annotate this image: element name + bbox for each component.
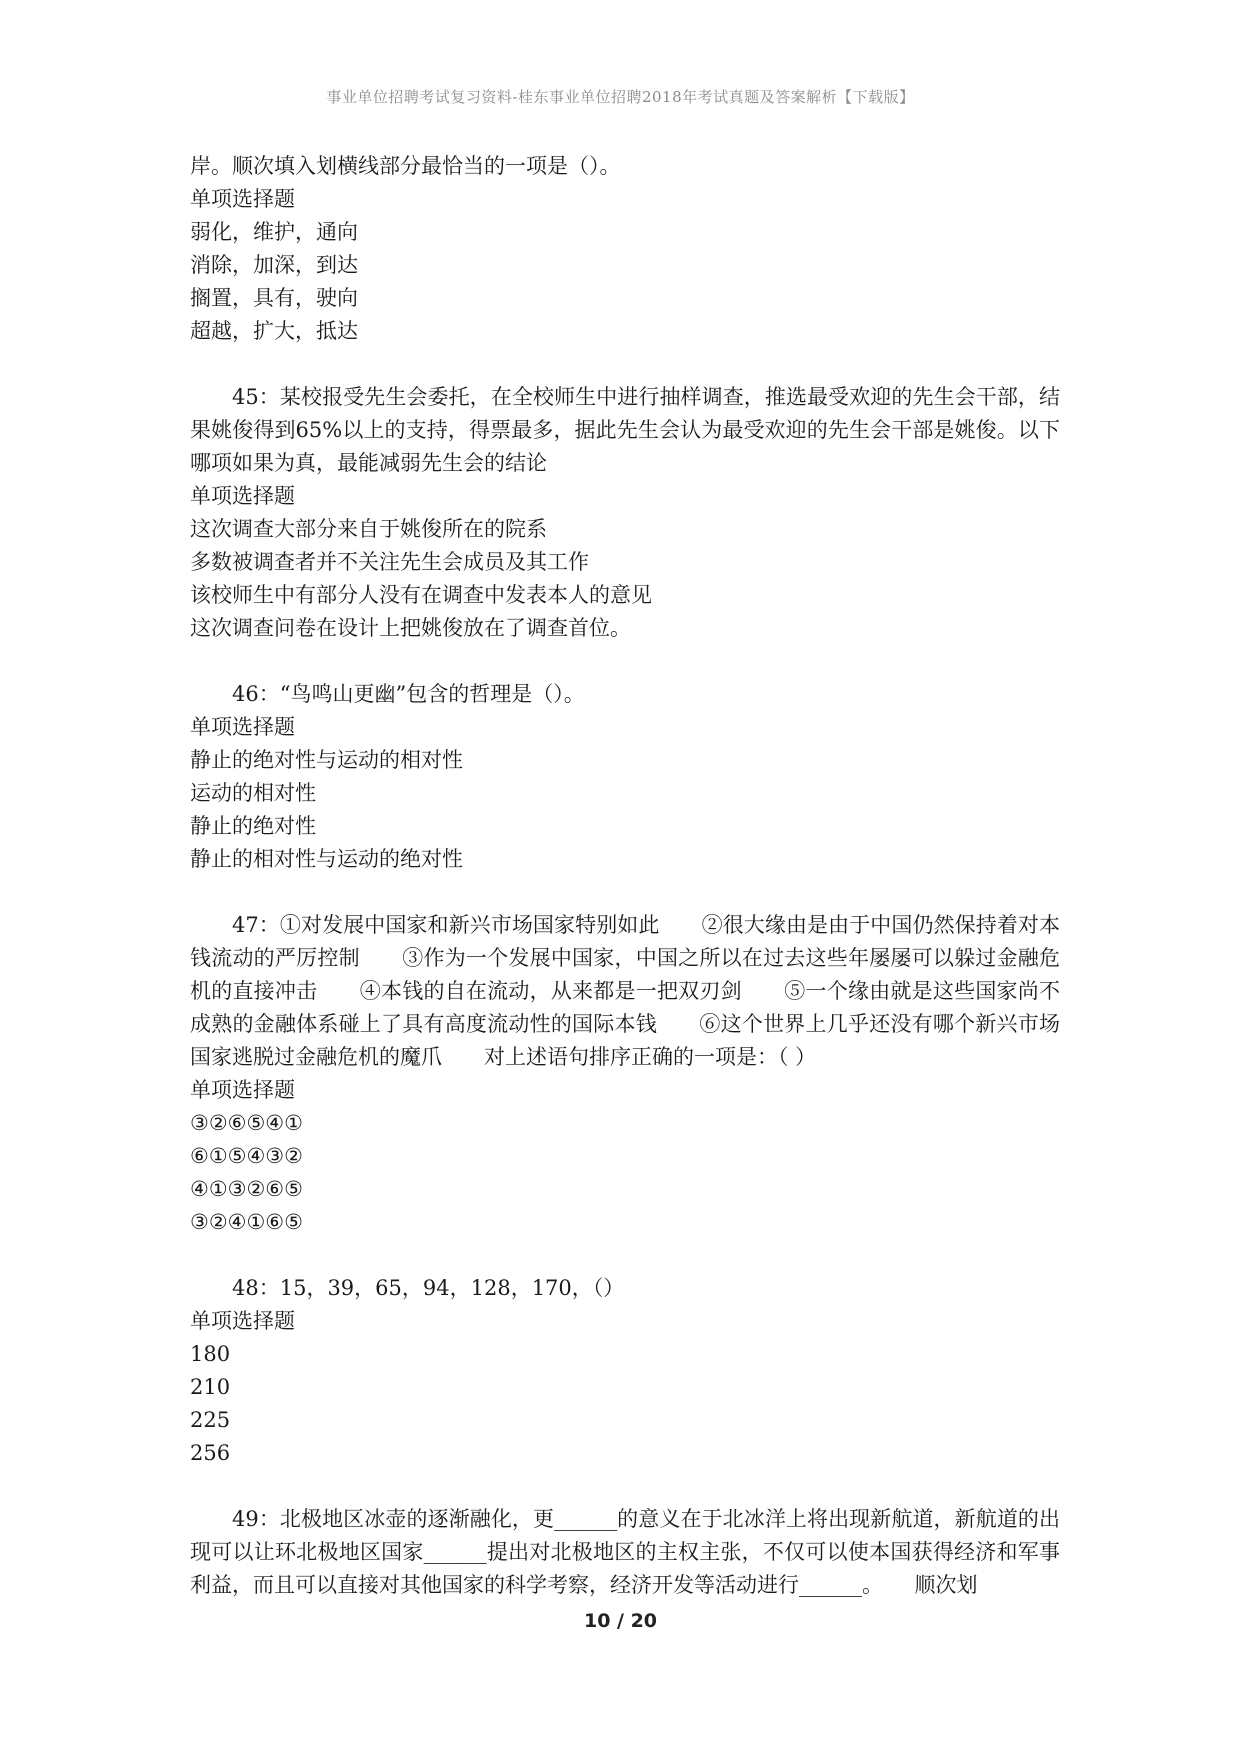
question-stem: 48：15，39，65，94，128，170，（） <box>232 1276 625 1300</box>
question-stem-tail: 岸。顺次填入划横线部分最恰当的一项是（）。 <box>190 154 621 178</box>
question-stem: 45：某校报受先生会委托，在全校师生中进行抽样调查，推选最受欢迎的先生会干部，结果姚俊得到65%以上的支持，得票最多，据此先生会认为最受欢迎的先生会干部是姚俊。以下哪项如果为真，最能减弱先生会的结论 <box>190 385 1060 475</box>
page-number: 10 / 20 <box>583 1610 658 1632</box>
question-type: 单项选择题 <box>190 1309 295 1333</box>
option: 静止的绝对性与运动的相对性 <box>190 748 463 772</box>
option: ③②⑥⑤④① <box>190 1111 303 1135</box>
question-stem: 46：“鸟鸣山更幽”包含的哲理是（）。 <box>232 682 585 706</box>
option: ⑥①⑤④③② <box>190 1144 303 1168</box>
option: 静止的相对性与运动的绝对性 <box>190 847 463 871</box>
option: 超越，扩大，抵达 <box>190 319 358 343</box>
question-block-46 <box>190 678 1060 876</box>
question-block-47 <box>190 909 1060 1239</box>
option: 这次调查大部分来自于姚俊所在的院系 <box>190 517 547 541</box>
option: 运动的相对性 <box>190 781 316 805</box>
option: 消除，加深，到达 <box>190 253 358 277</box>
question-type: 单项选择题 <box>190 1078 295 1102</box>
option: 该校师生中有部分人没有在调查中发表本人的意见 <box>190 583 652 607</box>
option: 这次调查问卷在设计上把姚俊放在了调查首位。 <box>190 616 631 640</box>
question-block-44-continued <box>190 150 1060 348</box>
question-type: 单项选择题 <box>190 715 295 739</box>
question-block-45 <box>190 381 1060 645</box>
option: ③②④①⑥⑤ <box>190 1210 303 1234</box>
option: 静止的绝对性 <box>190 814 316 838</box>
document-body <box>190 150 1060 1602</box>
option: 多数被调查者并不关注先生会成员及其工作 <box>190 550 589 574</box>
option: 256 <box>190 1441 231 1465</box>
question-block-49 <box>190 1503 1060 1602</box>
option: ④①③②⑥⑤ <box>190 1177 303 1201</box>
question-stem: 47：①对发展中国家和新兴市场国家特别如此 ②很大缘由是由于中国仍然保持着对本钱流动的严厉控制 ③作为一个发展中国家，中国之所以在过去这些年屡屡可以躲过金融危机的直接冲击 ④本钱的自在流动，从来都是一把双刃剑 ⑤一个缘由就是这些国家尚不成熟的金融体系碰上了具有高度流动性的国际本钱 ⑥这个世界上几乎还没有哪个新兴市场国家逃脱过金融危机的魔爪 对上述语句排序正确的一项是：（ ） <box>190 913 1060 1069</box>
question-stem: 49：北极地区冰壶的逐渐融化，更______的意义在于北冰洋上将出现新航道，新航道的出现可以让环北极地区国家______提出对北极地区的主权主张，不仅可以使本国获得经济和军事利益，而且可以直接对其他国家的科学考察，经济开发等活动进行______。 顺次划 <box>190 1507 1060 1597</box>
question-type: 单项选择题 <box>190 484 295 508</box>
question-block-48 <box>190 1272 1060 1470</box>
question-type: 单项选择题 <box>190 187 295 211</box>
option: 弱化，维护，通向 <box>190 220 358 244</box>
option: 180 <box>190 1342 231 1366</box>
option: 搁置，具有，驶向 <box>190 286 358 310</box>
option: 210 <box>190 1375 231 1399</box>
page-header: 事业单位招聘考试复习资料-桂东事业单位招聘2018年考试真题及答案解析【下载版】 <box>326 88 915 106</box>
option: 225 <box>190 1408 231 1432</box>
